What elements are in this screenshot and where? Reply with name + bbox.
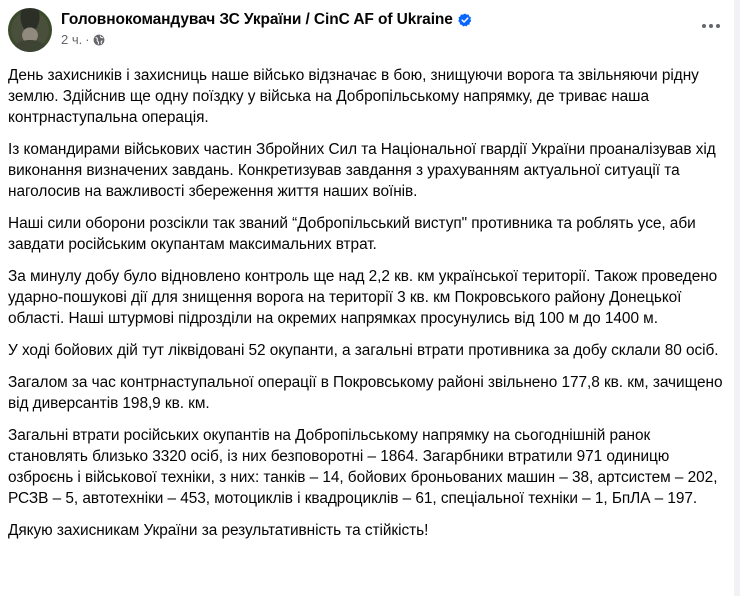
post-paragraph: У ході бойових дій тут ліквідовані 52 окупанти, а загальні втрати противника за добу склали 80 осіб. xyxy=(8,342,719,359)
more-options-button[interactable] xyxy=(696,16,726,36)
post-paragraph: День захисників і захисниць наше військо відзначає в бою, знищуючи ворога та звільняючи рідну землю. Здійснив ще одну поїздку у війська на Добропільському напрямку, де триває наша контрнаступальна операція. xyxy=(8,67,699,126)
verified-badge-icon xyxy=(458,13,472,27)
more-horizontal-icon-dot xyxy=(709,24,713,28)
post-paragraph: Дякую захисникам України за результативність та стійкість! xyxy=(8,522,429,539)
globe-icon[interactable] xyxy=(93,34,105,46)
more-horizontal-icon-dot xyxy=(702,24,706,28)
post-paragraph: Наші сили оборони розсікли так званий “Добропільський виступ" противника та роблять усе, аби завдати російським окупантам максимальних втрат. xyxy=(8,215,696,253)
post-paragraph: За минулу добу було відновлено контроль ще над 2,2 кв. км української території. Також проведено ударно-пошукові дії для знищення ворога на території 3 кв. км Покровського району Донецької області. Наші штурмові підрозділи на окремих напрямках просунулись від 100 м до 1400 м. xyxy=(8,268,718,327)
post-paragraph: Із командирами військових частин Збройних Сил та Національної гвардії України проаналізував хід виконання визначених завдань. Конкретизував завдання з урахуванням актуальної ситуації та наголосив на важливості збереження життя наших воїнів. xyxy=(8,141,716,200)
post-time-row xyxy=(61,32,472,47)
more-horizontal-icon-dot xyxy=(716,24,720,28)
post-meta xyxy=(61,8,472,47)
post-body xyxy=(8,65,734,541)
author-name-link[interactable]: Головнокомандувач ЗС України / CinC AF of Ukraine xyxy=(61,11,453,28)
post-paragraph: Загалом за час контрнаступальної операції в Покровському районі звільнено 177,8 кв. км, зачищено від диверсантів 198,9 кв. км. xyxy=(8,374,723,412)
post-header xyxy=(8,0,734,56)
author-row xyxy=(61,11,472,29)
author-avatar[interactable] xyxy=(8,8,52,52)
post-timestamp-link[interactable]: 2 ч. xyxy=(61,32,83,47)
post-paragraph: Загальні втрати російських окупантів на Добропільському напрямку на сьогоднішній ранок становлять близько 3320 осіб, із них безповоротні – 1864. Загарбники втратили 971 одиницю озброєнь і військової техніки, з них: танків – 14, бойових броньованих машин – 38, артсистем – 202, РСЗВ – 5, автотехніки – 453, мотоциклів і квадроциклів – 61, спеціальної техніки – 1, БпЛА – 197. xyxy=(8,427,718,507)
page-side-strip xyxy=(734,0,740,596)
meta-separator: · xyxy=(85,32,90,47)
